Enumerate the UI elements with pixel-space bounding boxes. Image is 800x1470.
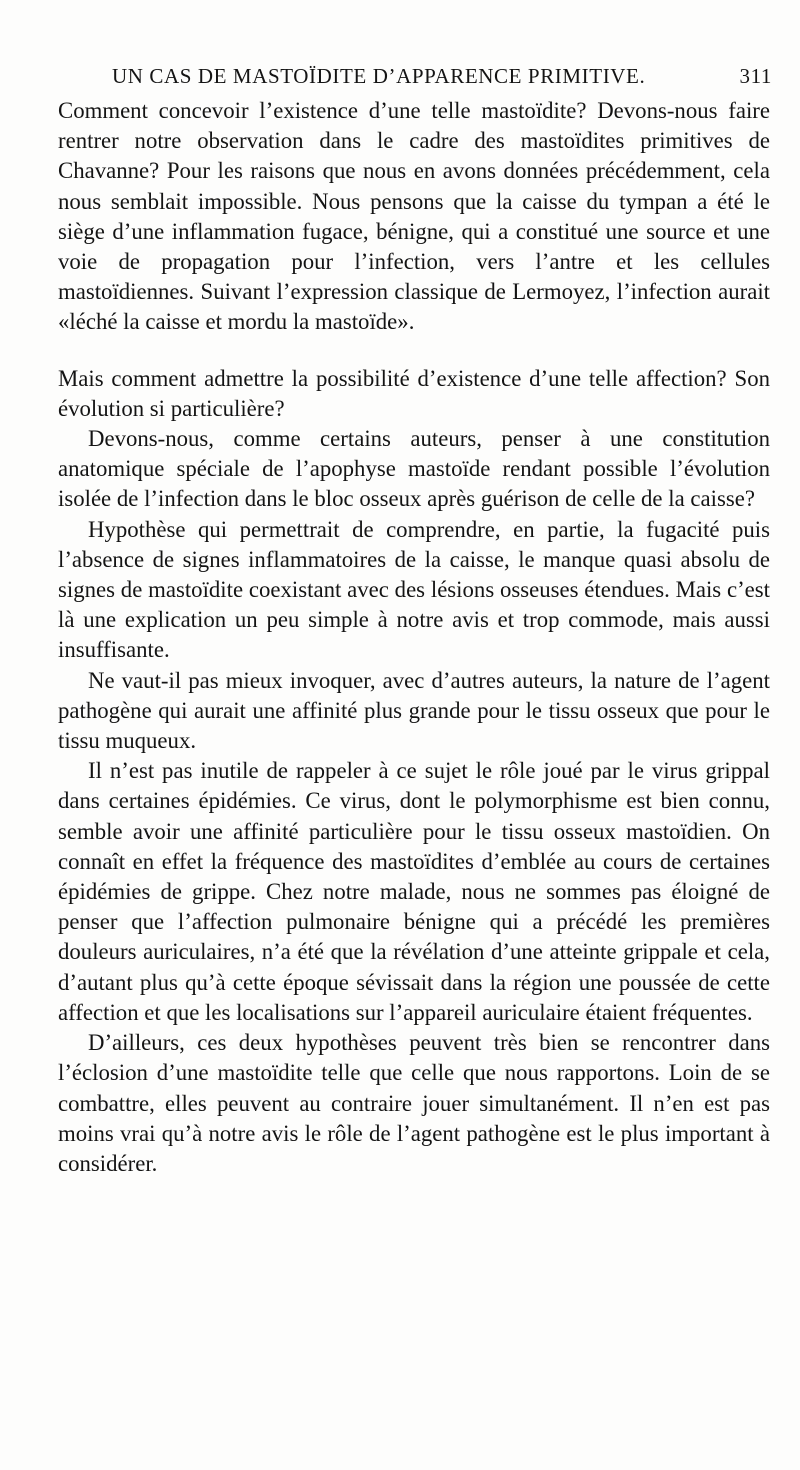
paragraph-2: Mais comment admettre la possibilité d’existence d’une telle affection? Son évolution si particulière?	[58, 365, 770, 421]
page-number: 311	[739, 64, 772, 88]
paragraph-3: Devons-nous, comme certains auteurs, penser à une constitution anatomique spéciale de l’apophyse mastoïde rendant possible l’évolution isolée de l’infection dans le bloc osseux après guérison de celle de la caisse?	[58, 426, 770, 512]
body-text	[58, 96, 770, 1179]
running-title: UN CAS DE MASTOÏDITE D’APPARENCE PRIMITIVE.	[112, 64, 646, 88]
paragraph-6: Il n’est pas inutile de rappeler à ce sujet le rôle joué par le virus grippal dans certaines épidémies. Ce virus, dont le polymorphisme est bien connu, semble avoir une affinité particulière pour le tissu osseux mastoïdien. On connaît en effet la fréquence des mastoïdites d’emblée au cours de certaines épidémies de grippe. Chez notre malade, nous ne sommes pas éloigné de penser que l’affection pulmonaire bénigne qui a précédé les premières douleurs auriculaires, n’a été que la révélation d’une atteinte grippale et cela, d’autant plus qu’à cette époque sévissait dans la région une poussée de cette affection et que les localisations sur l’appareil auriculaire étaient fréquentes.	[58, 758, 770, 1025]
paragraph-4: Hypothèse qui permettrait de comprendre, en partie, la fugacité puis l’absence de signes inflammatoires de la caisse, le manque quasi absolu de signes de mastoïdite coexistant avec des lésions osseuses étendues. Mais c’est là une explication un peu simple à notre avis et trop commode, mais aussi insuffisante.	[58, 516, 770, 663]
running-head	[52, 60, 772, 92]
paragraph-7: D’ailleurs, ces deux hypothèses peuvent très bien se rencontrer dans l’éclosion d’une mastoïdite telle que celle que nous rapportons. Loin de se combattre, elles peuvent au contraire jouer simultanément. Il n’en est pas moins vrai qu’à notre avis le rôle de l’agent pathogène est le plus important à considérer.	[58, 1030, 770, 1176]
paragraph-1: Comment concevoir l’existence d’une telle mastoïdite? Devons-nous faire rentrer notre observation dans le cadre des mastoïdites primitives de Chavanne? Pour les raisons que nous en avons données précédemment, cela nous semblait impossible. Nous pensons que la caisse du tympan a été le siège d’une inflammation fugace, bénigne, qui a constitué une source et une voie de propagation pour l’infection, vers l’antre et les cellules mastoïdiennes. Suivant l’expression classique de Lermoyez, l’infection aurait «léché la caisse et mordu la mastoïde».	[58, 98, 770, 335]
paragraph-5: Ne vaut-il pas mieux invoquer, avec d’autres auteurs, la nature de l’agent pathogène qui aurait une affinité plus grande pour le tissu osseux que pour le tissu muqueux.	[58, 667, 770, 754]
